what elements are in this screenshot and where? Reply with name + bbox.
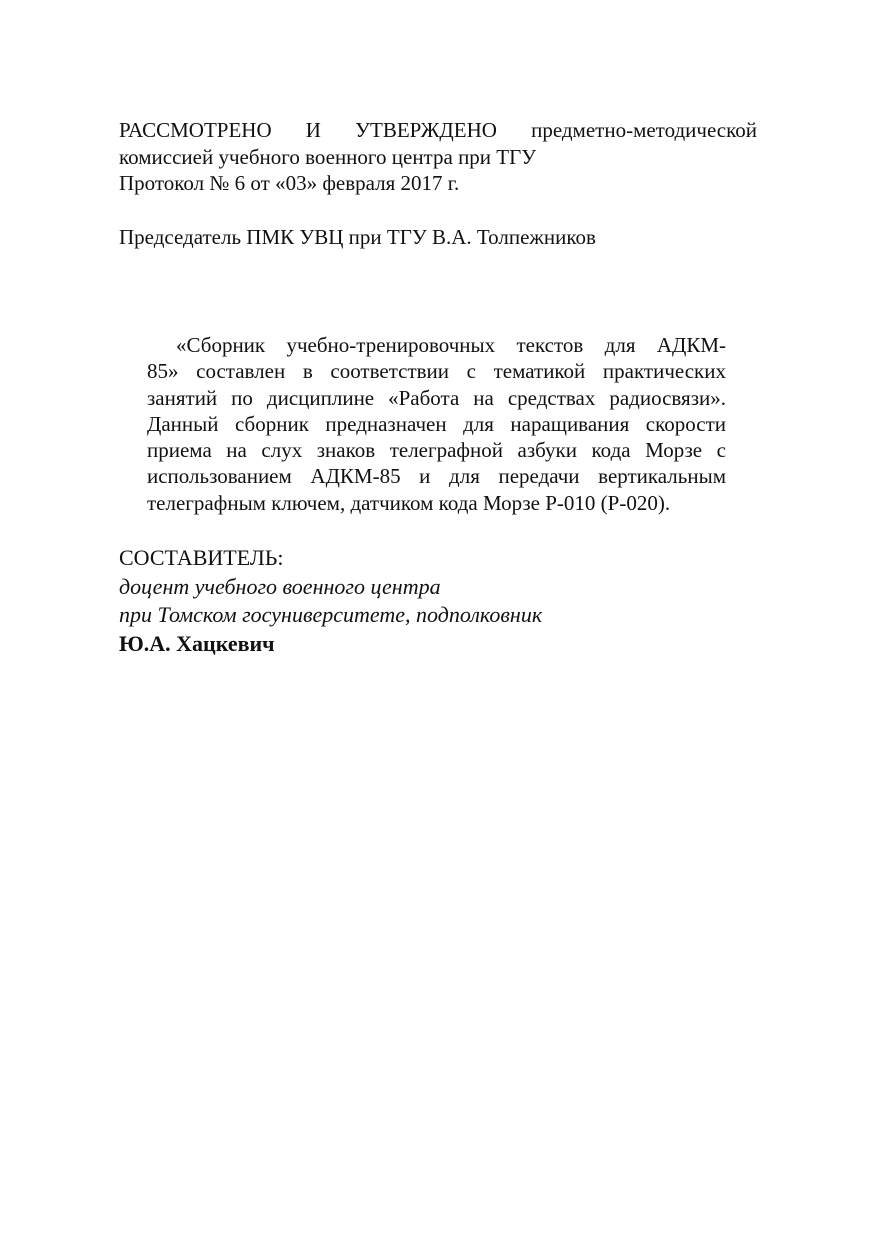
approval-block xyxy=(119,117,757,197)
approval-line-1: РАССМОТРЕНО И УТВЕРЖДЕНО предметно-методической xyxy=(119,118,757,142)
abstract-line-3: занятий по дисциплине «Работа на средствах радиосвязи». xyxy=(147,385,726,410)
abstract-line-1: «Сборник учебно-тренировочных текстов для АДКМ- xyxy=(176,333,726,357)
approval-protocol-line: Протокол № 6 от «03» февраля 2017 г. xyxy=(119,171,460,195)
compiler-position-line-2: при Томском госуниверситете, подполковник xyxy=(119,602,543,627)
compiler-position-line-1: доцент учебного военного центра xyxy=(119,573,441,599)
approval-line-2: комиссией учебного военного центра при ТГУ xyxy=(119,144,537,169)
abstract-line-5: приема на слух знаков телеграфной азбуки кода Морзе с xyxy=(147,438,726,463)
abstract-line-2: 85» составлен в соответствии с тематикой практических xyxy=(147,359,726,384)
compiler-block xyxy=(119,544,542,658)
compiler-name: Ю.А. Хацкевич xyxy=(119,630,275,656)
compiler-heading: СОСТАВИТЕЛЬ: xyxy=(119,545,284,570)
chairman-line: Председатель ПМК УВЦ при ТГУ В.А. Толпежников xyxy=(119,225,596,249)
abstract-line-7: телеграфным ключем, датчиком кода Морзе Р-010 (Р-020). xyxy=(147,490,671,515)
abstract-line-4: Данный сборник предназначен для наращивания скорости xyxy=(147,411,726,436)
abstract-line-6: использованием АДКМ-85 и для передачи вертикальным xyxy=(147,464,726,489)
abstract-paragraph xyxy=(147,332,726,516)
